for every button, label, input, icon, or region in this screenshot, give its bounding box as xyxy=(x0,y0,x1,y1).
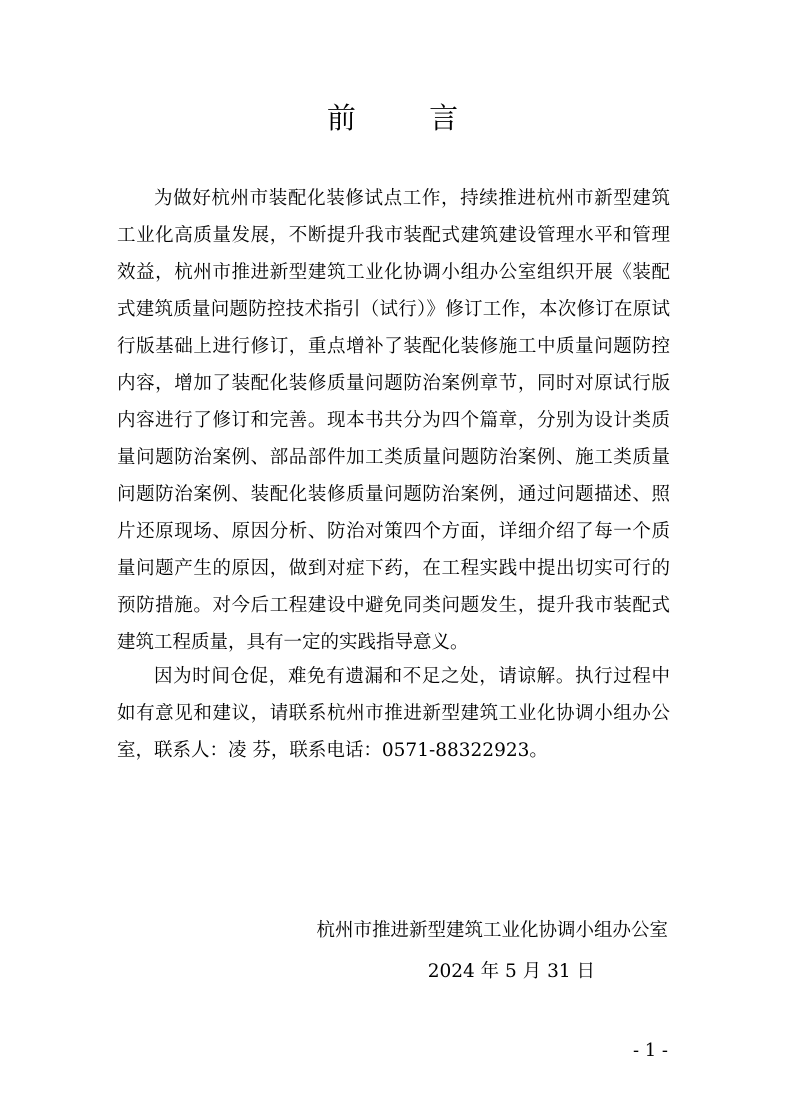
paragraph-text: 因为时间仓促，难免有遗漏和不足之处，请谅解。执行过程中如有意见和建议，请联系杭州市推进新型建筑工业化协调小组办公室，联系人：凌 芬，联系电话：0571-88322923。 xyxy=(117,666,670,761)
signature-date: 2024 年 5 月 31 日 xyxy=(427,961,595,982)
paragraph-text: 为做好杭州市装配化装修试点工作，持续推进杭州市新型建筑工业化高质量发展，不断提升我市装配式建筑建设管理水平和管理效益，杭州市推进新型建筑工业化协调小组办公室组织开展《装配式建筑质量问题防控技术指引（试行）》修订工作，本次修订在原试行版基础上进行修订，重点增补了装配化装修施工中质量问题防控内容，增加了装配化装修质量问题防治案例章节，同时对原试行版内容进行了修订和完善。现本书共分为四个篇章，分别为设计类质量问题防治案例、部品部件加工类质量问题防治案例、施工类质量问题防治案例、装配化装修质量问题防治案例，通过问题描述、照片还原现场、原因分析、防治对策四个方面，详细介绍了每一个质量问题产生的原因，做到对症下药，在工程实践中提出切实可行的预防措施。对今后工程建设中避免同类问题发生，提升我市装配式建筑工程质量，具有一定的实践指导意义。 xyxy=(117,188,670,653)
signature-organization: 杭州市推进新型建筑工业化协调小组办公室 xyxy=(316,920,668,941)
body-paragraph-1 xyxy=(117,180,670,661)
page-title: 前 言 xyxy=(326,101,491,135)
page-number: - 1 - xyxy=(632,1040,668,1061)
body-paragraph-2 xyxy=(117,658,670,769)
